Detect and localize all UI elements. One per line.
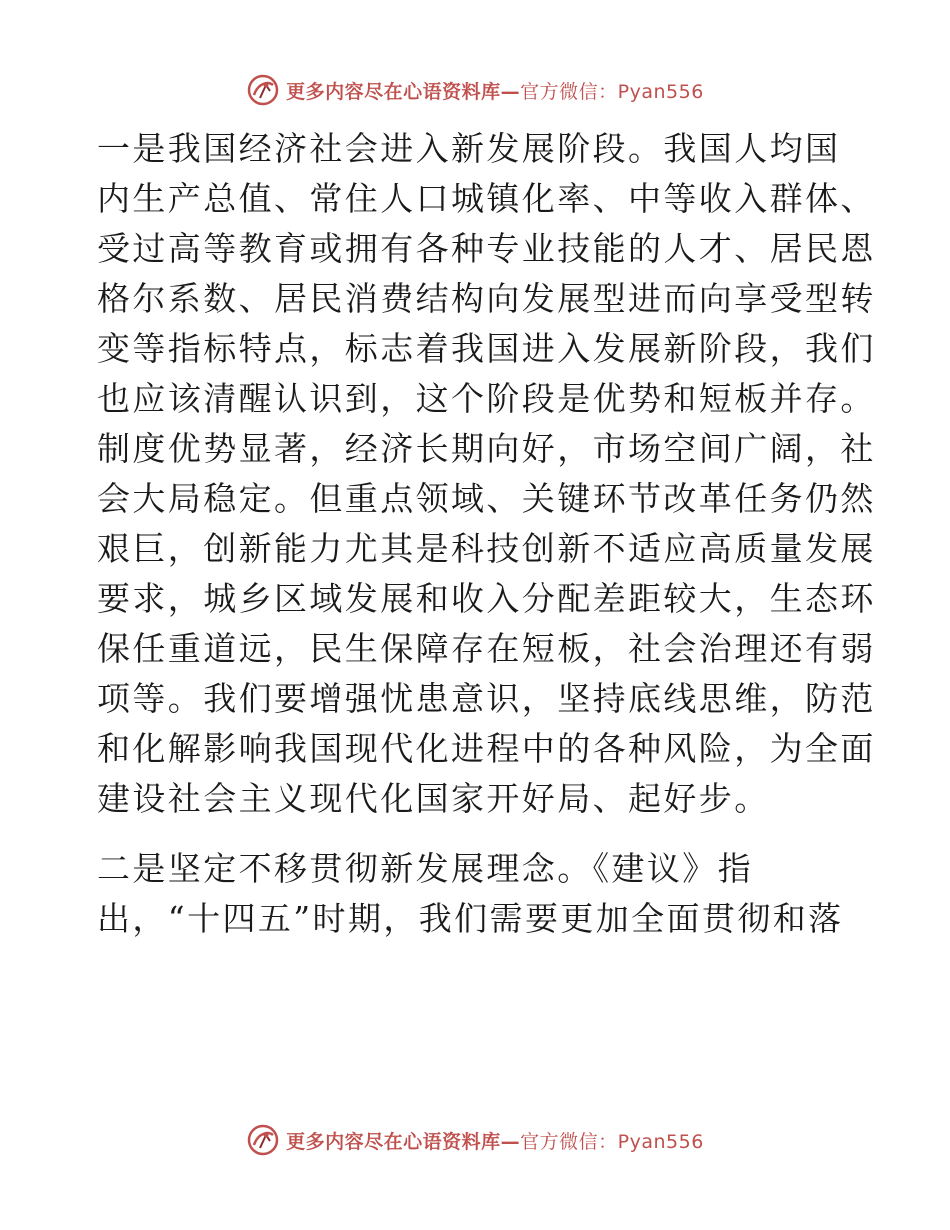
header-text bbox=[286, 77, 704, 104]
document-body bbox=[97, 124, 876, 944]
footer-separator: — bbox=[500, 1130, 521, 1153]
text-line: 和化解影响我国现代化进程中的各种风险，为全面 bbox=[97, 729, 876, 768]
text-line: 要求，城乡区域发展和收入分配差距较大，生态环 bbox=[97, 579, 876, 618]
text-line: 一是我国经济社会进入新发展阶段。我国人均国 bbox=[97, 129, 841, 168]
header-banner bbox=[0, 70, 950, 110]
text-line: 二是坚定不移贯彻新发展理念。《建议》指 bbox=[97, 849, 754, 888]
paragraph-1 bbox=[97, 124, 876, 824]
text-line: 出，“十四五”时期，我们需要更加全面贯彻和落 bbox=[97, 899, 844, 938]
text-line: 变等指标特点，标志着我国进入发展新阶段，我们 bbox=[97, 329, 876, 368]
footer-banner bbox=[0, 1120, 950, 1160]
text-line: 会大局稳定。但重点领域、关键环节改革任务仍然 bbox=[97, 479, 876, 518]
brand-logo-icon bbox=[246, 73, 280, 107]
footer-text bbox=[286, 1127, 704, 1154]
paragraph-2 bbox=[97, 844, 857, 944]
text-line: 保任重道远，民生保障存在短板，社会治理还有弱 bbox=[97, 629, 876, 668]
header-separator: — bbox=[500, 80, 521, 103]
header-contact: 官方微信：Pyan556 bbox=[520, 80, 704, 103]
text-line: 建设社会主义现代化国家开好局、起好步。 bbox=[97, 779, 770, 818]
text-line: 制度优势显著，经济长期向好，市场空间广阔，社 bbox=[97, 429, 876, 468]
text-line: 内生产总值、常住人口城镇化率、中等收入群体、 bbox=[97, 179, 876, 218]
header-brand: 更多内容尽在心语资料库 bbox=[286, 80, 501, 103]
text-line: 项等。我们要增强忧患意识，坚持底线思维，防范 bbox=[97, 679, 876, 718]
footer-brand: 更多内容尽在心语资料库 bbox=[286, 1130, 501, 1153]
text-line: 受过高等教育或拥有各种专业技能的人才、居民恩 bbox=[97, 229, 876, 268]
text-line: 也应该清醒认识到，这个阶段是优势和短板并存。 bbox=[97, 379, 876, 418]
text-line: 格尔系数、居民消费结构向发展型进而向享受型转 bbox=[97, 279, 876, 318]
footer-contact: 官方微信：Pyan556 bbox=[520, 1130, 704, 1153]
text-line: 艰巨，创新能力尤其是科技创新不适应高质量发展 bbox=[97, 529, 876, 568]
brand-logo-icon bbox=[246, 1123, 280, 1157]
